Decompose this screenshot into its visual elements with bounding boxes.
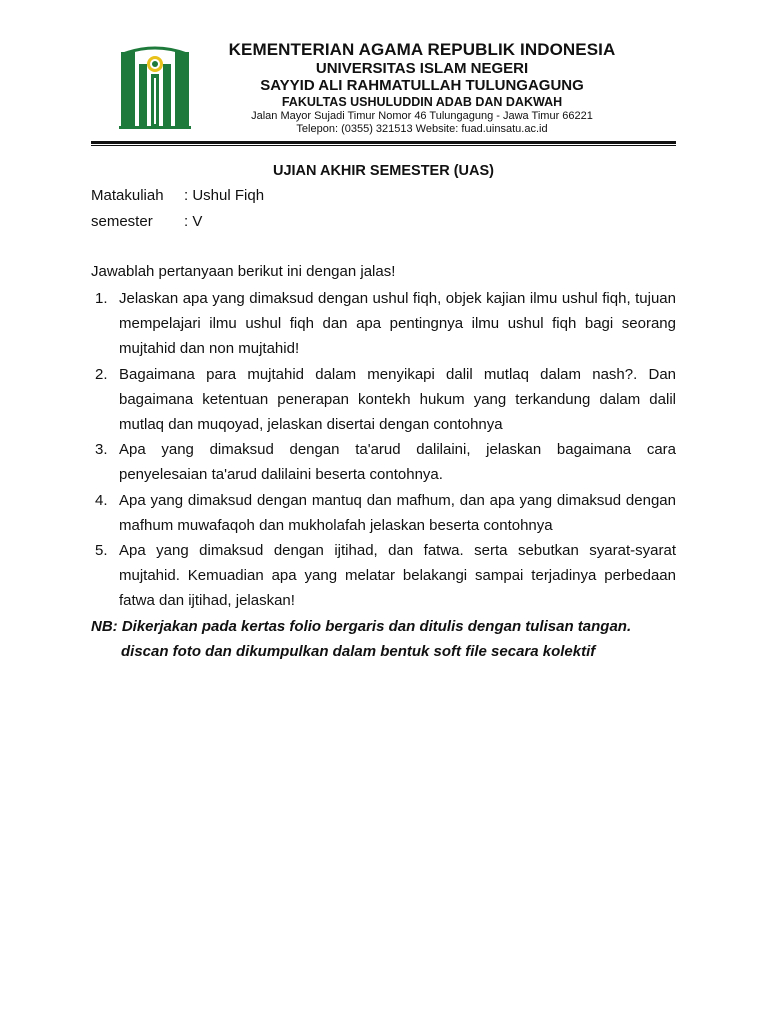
- letterhead: [196, 40, 648, 136]
- subject-label: Matakuliah: [91, 187, 164, 204]
- contact-info: Telepon: (0355) 321513 Website: fuad.uinsatu.ac.id: [296, 123, 548, 135]
- letterhead-divider-thin: [91, 145, 676, 146]
- ministry-name: KEMENTERIAN AGAMA REPUBLIK INDONESIA: [228, 40, 616, 59]
- question-text: Apa yang dimaksud dengan ta'arud dalilaini, jelaskan bagaimana cara penyelesaian ta'arud dalilaini beserta contohnya.: [119, 441, 676, 484]
- semester-row: [91, 213, 202, 230]
- instruction-text: Jawablah pertanyaan berikut ini dengan jalas!: [91, 263, 396, 280]
- question-text: Bagaimana para mujtahid dalam menyikapi dalil mutlaq dalam nash?. Dan bagaimana ketentuan penerapan kontekh hukum yang terkandung dalam dalil mutlaq dan muqoyad, jelaskan disertai dengan contohnya: [119, 365, 676, 434]
- question-item: [91, 488, 676, 538]
- address: Jalan Mayor Sujadi Timur Nomor 46 Tulungagung - Jawa Timur 66221: [251, 110, 593, 122]
- letterhead-divider-thick: [91, 141, 676, 144]
- university-logo-icon: [117, 44, 193, 130]
- faculty-name: FAKULTAS USHULUDDIN ADAB DAN DAKWAH: [281, 95, 563, 109]
- university-name-line1: UNIVERSITAS ISLAM NEGERI: [315, 60, 529, 77]
- question-number: 3.: [95, 441, 108, 459]
- question-text: Apa yang dimaksud dengan ijtihad, dan fatwa. serta sebutkan syarat-syarat mujtahid. Kemuadian apa yang melatar belakangi sampai terjadinya perbedaan fatwa dan ijtihad, jelaskan!: [119, 542, 676, 610]
- subject-row: [91, 187, 264, 204]
- question-number: 1.: [95, 290, 108, 307]
- question-number: 4.: [95, 491, 108, 509]
- note-line2: discan foto dan dikumpulkan dalam bentuk soft file secara kolektif: [121, 643, 596, 660]
- question-text: Jelaskan apa yang dimaksud dengan ushul fiqh, objek kajian ilmu ushul fiqh, tujuan mempelajari ilmu ushul fiqh dan apa pentingnya ilmu ushul fiqh bagi seorang mujtahid dan non mujtahid!: [119, 290, 676, 358]
- question-list: [91, 286, 676, 614]
- question-item: [91, 286, 676, 362]
- note-block: [91, 614, 676, 664]
- exam-title: UJIAN AKHIR SEMESTER (UAS): [272, 163, 494, 179]
- university-name-line2: SAYYID ALI RAHMATULLAH TULUNGAGUNG: [260, 77, 584, 94]
- question-item: [91, 437, 676, 487]
- note-line1: NB: Dikerjakan pada kertas folio bergaris dan ditulis dengan tulisan tangan.: [91, 618, 632, 635]
- question-number: 5.: [95, 542, 108, 560]
- question-item: [91, 362, 676, 438]
- question-text: Apa yang dimaksud dengan mantuq dan mafhum, dan apa yang dimaksud dengan mafhum muwafaqoh dan mukholafah jelaskan beserta contohnya: [119, 491, 676, 534]
- question-number: 2.: [95, 365, 108, 383]
- subject-value: : Ushul Fiqh: [184, 187, 265, 204]
- semester-label: semester: [91, 213, 153, 230]
- question-item: [91, 538, 676, 614]
- semester-value: : V: [184, 213, 203, 230]
